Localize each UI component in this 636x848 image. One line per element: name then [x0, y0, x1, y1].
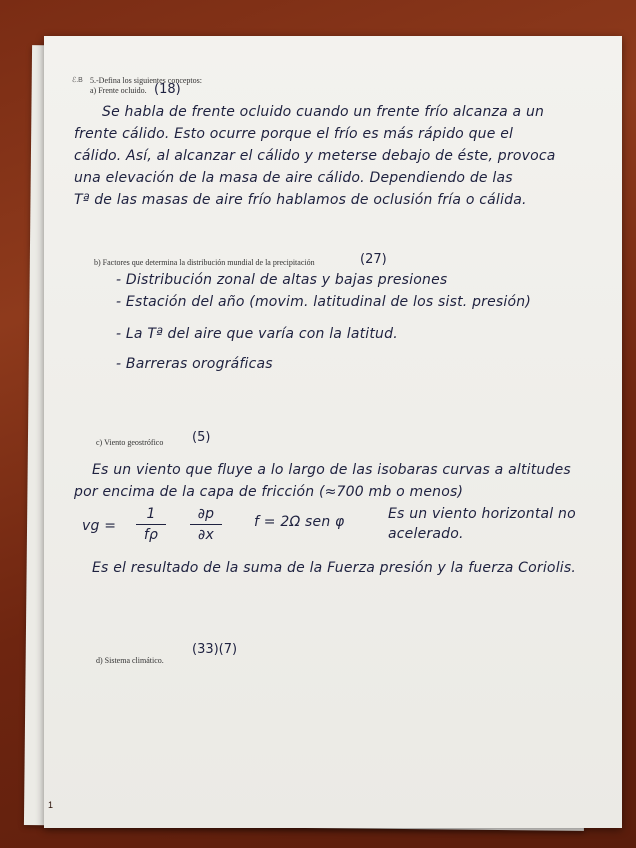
answer-b-line-3: - La Tª del aire que varía con la latitud. — [116, 326, 398, 342]
answer-c-line-1: Es un viento que fluye a lo largo de las isobaras curvas a altitudes — [92, 462, 571, 478]
fraction-2-denominator: ∂x — [198, 527, 214, 544]
answer-b-line-4: - Barreras orográficas — [116, 356, 273, 372]
answer-a-line-2: frente cálido. Esto ocurre porque el frío es más rápido que el — [74, 126, 514, 142]
label-c: c) Viento geostrófico — [96, 438, 164, 447]
exam-sheet — [44, 36, 622, 828]
note-line-2: acelerado. — [388, 526, 464, 542]
label-b: b) Factores que determina la distribución mundial de la precipitación — [94, 258, 315, 267]
answer-b-line-2: - Estación del año (movim. latitudinal de los sist. presión) — [116, 294, 532, 310]
answer-c-line-2: por encima de la capa de fricción (≈700 mb o menos) — [74, 484, 464, 500]
formula-fraction-2 — [190, 506, 222, 543]
label-a: a) Frente ocluido. — [90, 86, 147, 95]
score-a: (18) — [154, 82, 181, 97]
coriolis-formula: f = 2Ω sen φ — [254, 514, 345, 530]
score-d: (33)(7) — [192, 642, 238, 657]
answer-a-line-1: Se habla de frente ocluido cuando un frente frío alcanza a un — [102, 104, 545, 120]
note-line-1: Es un viento horizontal no — [388, 506, 576, 522]
page-corner-mark: ℰ.B — [72, 77, 83, 84]
label-d: d) Sistema climático. — [96, 656, 164, 665]
fraction-2-numerator: ∂p — [197, 506, 215, 522]
score-c: (5) — [192, 430, 211, 445]
formula-fraction-1 — [136, 506, 166, 543]
section-title: 5.-Defina los siguientes conceptos: — [90, 76, 202, 85]
answer-c-conclusion: Es el resultado de la suma de la Fuerza presión y la fuerza Coriolis. — [92, 560, 577, 576]
score-b: (27) — [360, 252, 387, 267]
formula-lhs: vg = — [82, 518, 117, 534]
margin-mark: 1 — [48, 800, 54, 810]
fraction-1-denominator: fρ — [143, 527, 159, 544]
fraction-1-numerator: 1 — [146, 506, 156, 522]
answer-a-line-3: cálido. Así, al alcanzar el cálido y meterse debajo de éste, provoca — [74, 148, 556, 164]
answer-a-line-4: una elevación de la masa de aire cálido. Dependiendo de las — [74, 170, 513, 186]
answer-a-line-5: Tª de las masas de aire frío hablamos de oclusión fría o cálida. — [74, 192, 527, 208]
answer-b-line-1: - Distribución zonal de altas y bajas presiones — [116, 272, 448, 288]
